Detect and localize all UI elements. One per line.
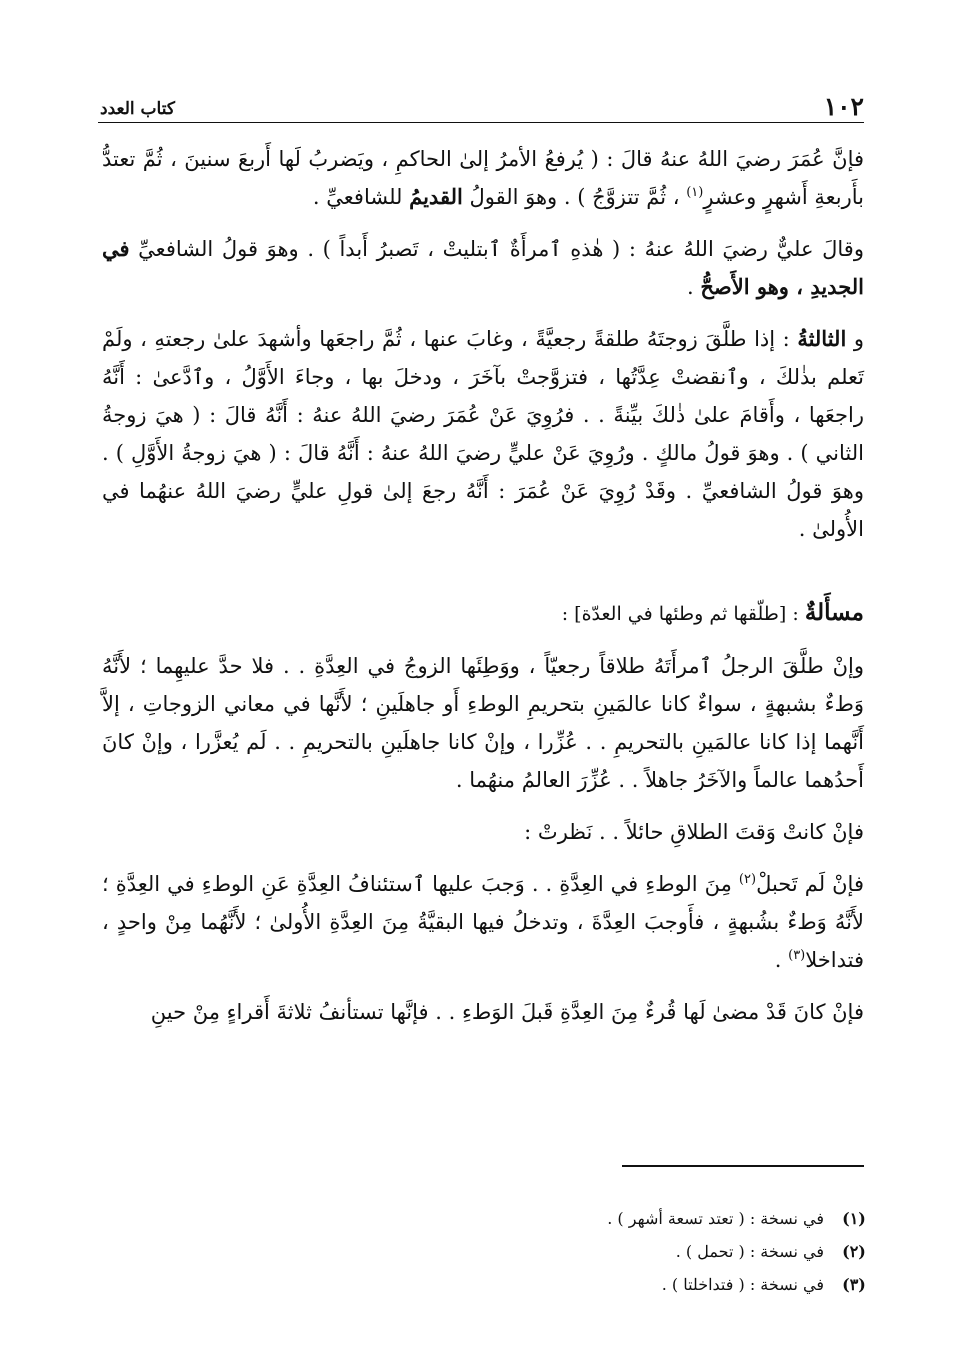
bold-word-thalitha: الثالثةُ (797, 326, 847, 351)
footnote-ref-1: (١) (686, 185, 704, 200)
footnote-number: (٣) (842, 1275, 866, 1294)
paragraph-umar (102, 140, 864, 216)
footnote-ref-3: (٣) (788, 948, 806, 963)
paragraph-third-case (102, 320, 864, 548)
paragraph-no-pregnancy (102, 865, 864, 979)
page-number: ١٠٢ (823, 92, 864, 121)
page-header (100, 82, 864, 122)
paragraph-text: . (686, 275, 701, 299)
bold-phrase-jadid: في الجديدِ ، وهو الأَصحُّ (102, 236, 864, 299)
masala-heading (102, 594, 864, 633)
paragraph-text: ، ثُمَّ تتزوَّجُ ) . وهوَ القولُ (462, 185, 687, 209)
masala-title: : [طلّقها ثم وطئها في العدّة] : (561, 603, 805, 625)
paragraph-ali (102, 230, 864, 306)
footnote-item (100, 1268, 878, 1301)
paragraph-text: للشافعيِّ . (312, 185, 410, 209)
paragraph-text: وقالَ عليٌّ رضيَ اللهُ عنهُ : ( هٰذهِ ٱمرأَةٌ ٱبتليتْ ، تَصبرُ أَبداً ) . وهوَ قولُ الشافعيِّ (129, 237, 864, 261)
masala-label: مسأَلةٌ (804, 599, 864, 626)
paragraph-text: . (774, 948, 789, 972)
body-text (102, 140, 864, 1031)
footnote-number: (١) (842, 1209, 866, 1228)
paragraph-talaq-wat: وإنْ طلَّقَ الرجلُ ٱمرأَتَهُ طلاقاً رجعيّاً ، ووَطِئَها الزوجُ في العِدَّةِ . . فلا حدَّ عليهِما ؛ لأَنَّهُ وَطءٌ بشبهةٍ ، سواءٌ كانا عالمَينِ بتحريمِ الوطءِ أَو جاهلَينِ ؛ لأَنَّها في معاني الزوجاتِ ، إلاَّ أَنَّهما إذا كانا عالمَينِ بالتحريمِ . . عُزِّرا ، وإنْ كانا جاهلَينِ بالتحريمِ . . لَم يُعزَّرا ، وإنْ كانَ أَحدُهما عالماً والآخَرُ جاهلاً . . عُزِّرَ العالمُ منهُما . (102, 654, 864, 792)
running-title: كتاب العدد (100, 99, 175, 119)
paragraph-text: و (846, 327, 864, 351)
footnote-text: في نسخة : ( تحمل ) . (675, 1242, 824, 1261)
footnote-number: (٢) (842, 1242, 866, 1261)
footnote-item (100, 1235, 878, 1268)
footnote-text: في نسخة : ( فتداخلتا ) . (661, 1275, 824, 1294)
footnote-rule (622, 1165, 864, 1167)
paragraph-text: فإنْ لَم تَحبلْ (756, 872, 864, 896)
paragraph-text: : إذا طلَّقَ زوجتَهُ طلقةً رجعيَّةً ، وغابَ عنها ، ثُمَّ راجعَها وأشهدَ علىٰ رجعتهِ ، ولَمْ تَعلم بذٰلكَ ، وٱنقضتْ عِدَّتُها ، فتزوَّجتْ بآخَرَ ، ودخلَ بها ، وجاءَ الأَوَّلُ ، وٱدَّعىٰ : أَنَّهُ راجعَها ، وأَقامَ علىٰ ذٰلكَ بيِّنةً . . فرُوِيَ عَنْ عُمَرَ رضيَ اللهُ عنهُ : أَنَّهُ قالَ : ( هيَ زوجةُ الثاني ) . وهوَ قولُ مالكٍ . ورُوِيَ عَنْ عليٍّ رضيَ اللهُ عنهُ : أَنَّهُ قالَ : ( هيَ زوجةُ الأَوَّلِ ) . وهوَ قولُ الشافعيِّ . وقَدْ رُوِيَ عَنْ عُمَرَ : أَنَّهُ رجعَ إلىٰ قولِ عليٍّ رضيَ اللهُ عنهُما في الأُولىٰ . (102, 327, 864, 541)
paragraph-haail: فإنْ كانتْ وَقتَ الطلاقِ حائلاً . . نَظرتْ : (524, 820, 864, 844)
footnote-text: في نسخة : ( تعتد تسعة أشهر ) . (607, 1209, 824, 1228)
footnote-ref-2: (٢) (738, 872, 757, 887)
paragraph-text: فإنَّ عُمَرَ رضيَ اللهُ عنهُ قالَ : ( يُرفعُ الأمرُ إلىٰ الحاكمِ ، ويَضربُ لَها أَربعَ سنينَ ، ثُمَّ تعتدُّ بأَربعةِ أَشهرٍ وعشرٍ (102, 147, 864, 209)
bold-phrase-qadim: القديمُ (409, 184, 463, 209)
header-rule (98, 122, 864, 123)
footnote-item (100, 1202, 878, 1235)
footnotes (100, 1202, 878, 1301)
paragraph-qur: فإنْ كانَ قَدْ مضىٰ لَها قُرءٌ مِنَ العِدَّةِ قَبلَ الوَطءِ . . فإنَّها تستأنفُ ثلاثةَ أَقراءٍ مِنْ حينِ (150, 1000, 864, 1024)
paragraph-text: مِنَ الوطءِ في العِدَّةِ . . وَجبَ عليها ٱستئنافُ العِدَّةِ عَنِ الوطءِ في العِدَّةِ ؛ لأَنَّهُ وَطءٌ بشُبهةٍ ، فأَوجبَ العِدَّةَ ، وتدخلُ فيها البقيَّةُ مِنَ العِدَّةِ الأُولىٰ ؛ لأَنَّهُما مِنْ واحدٍ ، فتداخلا (102, 872, 864, 972)
